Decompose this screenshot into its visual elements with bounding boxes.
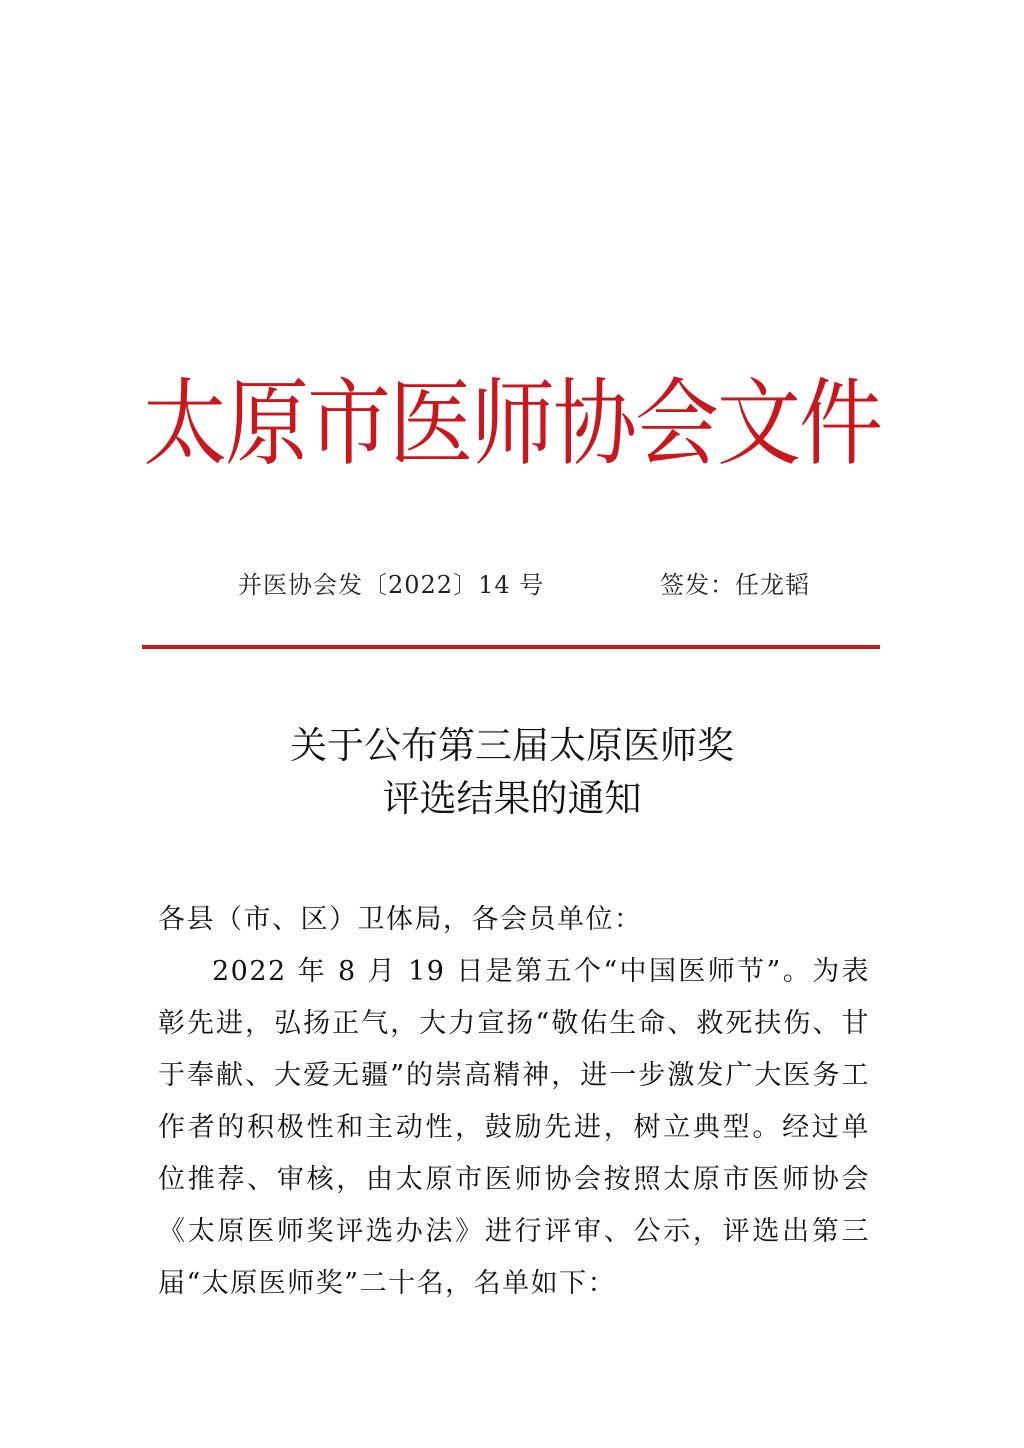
notice-title-line-2: 评选结果的通知 <box>382 777 642 820</box>
notice-title-line-1: 关于公布第三届太原医师奖 <box>290 724 734 767</box>
salutation: 各县（市、区）卫体局，各会员单位： <box>158 904 643 935</box>
body-paragraph: 2022 年 8 月 19 日是第五个“中国医师节”。为表彰先进，弘扬正气，大力宣扬“敬佑生命、救死扶伤、甘于奉献、大爱无疆”的崇高精神，进一步激发广大医务工作者的积极性和主动性，鼓励先进，树立典型。经过单位推荐、审核，由太原市医师协会按照太原市医师协会《太原医师奖评选办法》进行评审、公示，评选出第三届“太原医师奖”二十名，名单如下： <box>158 956 870 1299</box>
document-number: 并医协会发〔2022〕14 号 <box>238 571 545 599</box>
red-divider-line <box>142 645 880 649</box>
signer: 签发：任龙韬 <box>660 571 810 599</box>
masthead-title: 太原市医师协会文件 <box>142 368 881 479</box>
